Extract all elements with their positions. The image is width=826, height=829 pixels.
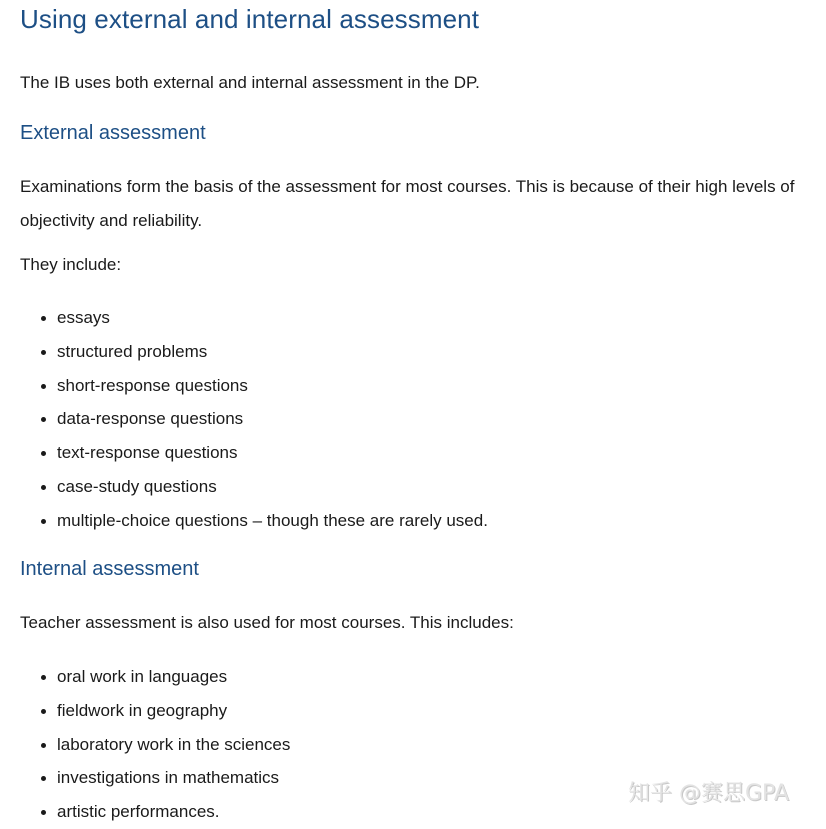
bullet-icon bbox=[41, 675, 46, 680]
bullet-icon bbox=[41, 384, 46, 389]
list-item-text: artistic performances. bbox=[57, 802, 220, 822]
bullet-icon bbox=[41, 451, 46, 456]
bullet-icon bbox=[41, 350, 46, 355]
list-item-text: laboratory work in the sciences bbox=[57, 734, 291, 754]
intro-paragraph: The IB uses both external and internal assessment in the DP. bbox=[20, 73, 480, 92]
external-paragraph-line-2: objectivity and reliability. bbox=[20, 211, 203, 230]
list-item-text: oral work in languages bbox=[57, 667, 228, 686]
list-item bbox=[20, 504, 488, 538]
list-item bbox=[20, 660, 290, 694]
internal-assessment-heading: Internal assessment bbox=[20, 558, 199, 580]
list-item-text: case-study questions bbox=[57, 476, 217, 496]
internal-assessment-list bbox=[20, 660, 290, 829]
list-item bbox=[20, 436, 488, 470]
list-item bbox=[20, 470, 488, 504]
list-item bbox=[20, 335, 488, 369]
external-paragraph-line-1: Examinations form the basis of the assessment for most courses. This is because of their high levels of bbox=[20, 177, 795, 196]
list-item bbox=[20, 795, 290, 829]
bullet-icon bbox=[41, 776, 46, 781]
internal-lead-text: Teacher assessment is also used for most courses. This includes: bbox=[20, 613, 514, 632]
list-item-text: investigations in mathematics bbox=[57, 768, 280, 788]
external-lead-text: They include: bbox=[20, 255, 122, 274]
list-item-text: multiple-choice questions – though these are rarely used. bbox=[57, 510, 488, 530]
list-item bbox=[20, 761, 290, 795]
bullet-icon bbox=[41, 810, 46, 815]
bullet-icon bbox=[41, 485, 46, 490]
bullet-icon bbox=[41, 743, 46, 748]
bullet-icon bbox=[41, 316, 46, 321]
bullet-icon bbox=[41, 709, 46, 714]
list-item-text: data-response questions bbox=[57, 409, 244, 429]
list-item bbox=[20, 728, 290, 762]
list-item-text: short-response questions bbox=[57, 375, 248, 395]
external-assessment-heading: External assessment bbox=[20, 122, 206, 144]
list-item-text: text-response questions bbox=[57, 443, 238, 463]
list-item bbox=[20, 369, 488, 403]
list-item-text: structured problems bbox=[57, 341, 208, 361]
list-item bbox=[20, 402, 488, 436]
page-title: Using external and internal assessment bbox=[20, 4, 480, 34]
list-item bbox=[20, 301, 488, 335]
bullet-icon bbox=[41, 417, 46, 422]
bullet-icon bbox=[41, 519, 46, 524]
list-item bbox=[20, 694, 290, 728]
external-assessment-list bbox=[20, 301, 488, 538]
list-item-text: fieldwork in geography bbox=[57, 700, 228, 720]
list-item-text: essays bbox=[57, 308, 110, 327]
watermark: 知乎 @赛思GPA bbox=[628, 781, 789, 806]
